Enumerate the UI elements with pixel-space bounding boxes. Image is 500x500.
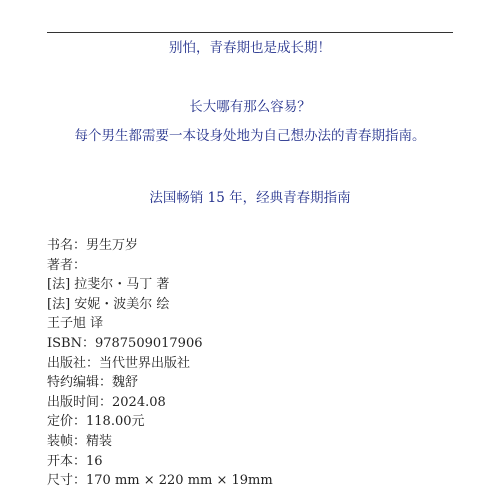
editor-row: 特约编辑：魏舒 (47, 375, 139, 391)
binding-row: 装帧：精装 (47, 433, 113, 449)
publish-date-row: 出版时间：2024.08 (47, 394, 166, 410)
translator-row: 王子旭 译 (47, 316, 104, 332)
book-title-row: 书名：男生万岁 (47, 238, 139, 253)
author-label-row: 著者： (47, 257, 87, 273)
book-info-block (47, 236, 467, 491)
top-divider (47, 32, 453, 33)
headline-dont-be-afraid: 别怕，青春期也是成长期！ (169, 40, 331, 56)
headline-growing-up: 长大哪有那么容易？ (189, 99, 311, 115)
isbn-row: ISBN：9787509017906 (47, 335, 203, 351)
headline-guide-for-boys: 每个男生都需要一本设身处地为自己想办法的青春期指南。 (74, 128, 426, 144)
dimensions-row: 尺寸：170 mm × 220 mm × 19mm (47, 473, 273, 489)
author-row: [法] 拉斐尔・马丁 著 (47, 277, 170, 293)
illustrator-row: [法] 安妮・波美尔 绘 (47, 296, 170, 312)
format-row: 开本：16 (47, 453, 103, 469)
price-row: 定价：118.00元 (47, 414, 145, 430)
headline-french-bestseller: 法国畅销 15 年，经典青春期指南 (149, 190, 351, 206)
publisher-row: 出版社：当代世界出版社 (47, 355, 191, 371)
